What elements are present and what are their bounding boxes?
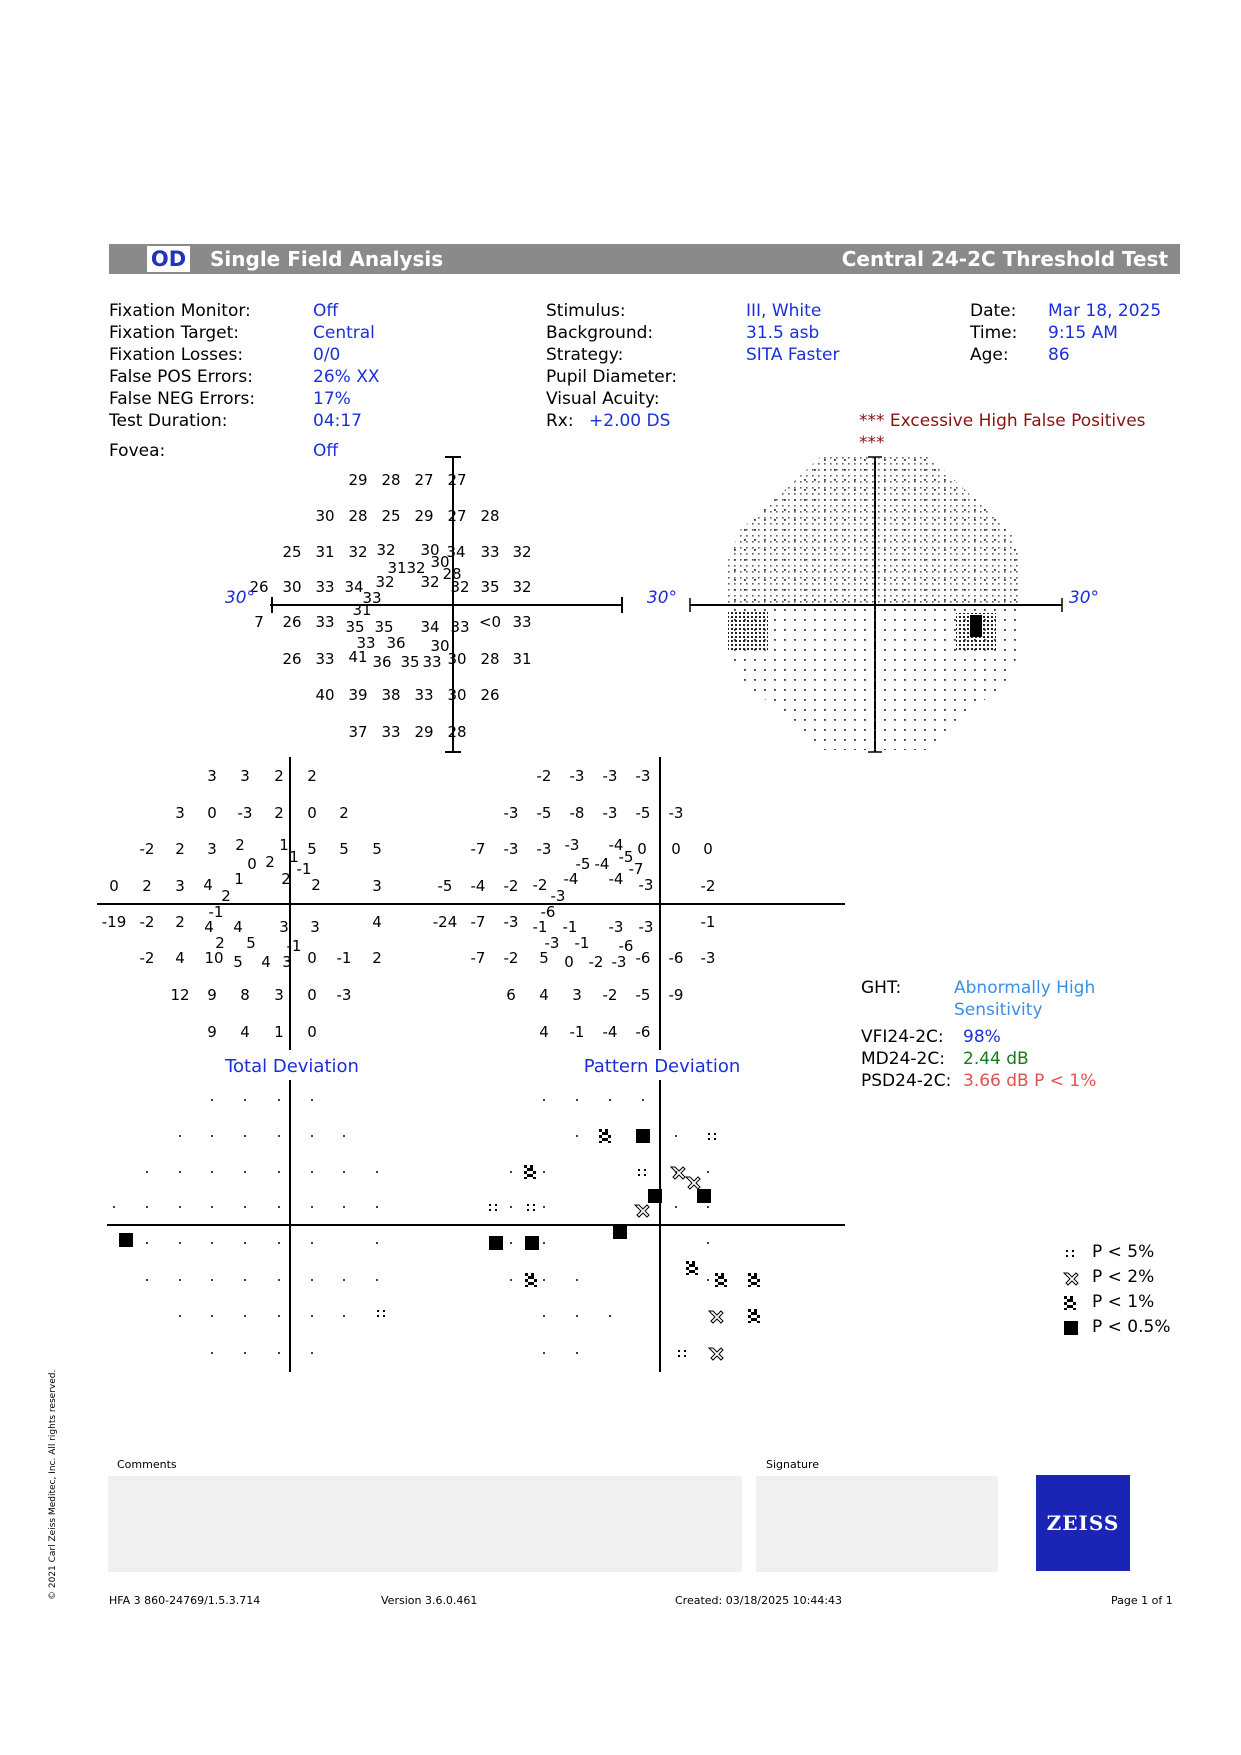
pattern-deviation-value: -4 [563, 870, 579, 888]
threshold-value: 29 [414, 507, 434, 525]
md-label: MD24-2C: [861, 1049, 945, 1069]
threshold-value: 33 [362, 589, 382, 607]
info-value: 17% [313, 389, 351, 409]
comments-field[interactable] [108, 1476, 742, 1572]
pattern-deviation-value: -4 [608, 836, 624, 854]
total-deviation-value: 4 [233, 918, 243, 936]
info-label: Fixation Losses: [109, 345, 244, 365]
vfi-value: 98% [963, 1027, 1001, 1047]
threshold-value: 36 [372, 653, 392, 671]
threshold-value: 28 [348, 507, 368, 525]
threshold-value: 31 [512, 650, 532, 668]
total-deviation-value: -2 [139, 949, 155, 967]
report-title: Single Field Analysis [210, 247, 444, 271]
total-deviation-value: -2 [139, 913, 155, 931]
rx-value: +2.00 DS [589, 411, 671, 431]
pattern-deviation-value: -6 [618, 937, 634, 955]
pattern-deviation-value: -4 [470, 877, 486, 895]
total-deviation-value: 9 [207, 1023, 217, 1041]
info-value: III, White [746, 301, 822, 321]
threshold-value: 35 [345, 618, 365, 636]
total-deviation-value: 3 [207, 767, 217, 785]
threshold-value: 32 [406, 559, 426, 577]
threshold-value: 37 [348, 723, 368, 741]
total-deviation-value: 2 [339, 804, 349, 822]
total-deviation-value: -1 [296, 860, 312, 878]
threshold-value: 33 [480, 543, 500, 561]
test-name: Central 24-2C Threshold Test [841, 247, 1168, 271]
info-label: Background: [546, 323, 654, 343]
info-value: 9:15 AM [1048, 323, 1118, 343]
total-deviation-value: 4 [203, 876, 213, 894]
pattern-deviation-value: -6 [668, 949, 684, 967]
info-value: 31.5 asb [746, 323, 820, 343]
threshold-value: 33 [512, 613, 532, 631]
threshold-value: 32 [450, 578, 470, 596]
pattern-deviation-value: 6 [506, 986, 516, 1004]
pattern-deviation-value: -3 [638, 876, 654, 894]
pattern-deviation-value: -3 [550, 887, 566, 905]
pattern-deviation-value: -6 [635, 1023, 651, 1041]
pattern-deviation-value: -4 [602, 1023, 618, 1041]
threshold-value: 39 [348, 686, 368, 704]
threshold-value: 28 [480, 650, 500, 668]
pattern-deviation-value: -3 [503, 913, 519, 931]
pattern-deviation-value: -7 [470, 840, 486, 858]
total-deviation-value: 2 [175, 840, 185, 858]
pattern-deviation-value: 0 [637, 840, 647, 858]
threshold-value: 34 [420, 618, 440, 636]
legend-p5: P < 5% [1092, 1242, 1155, 1262]
pattern-deviation-value: -3 [700, 949, 716, 967]
threshold-value: 32 [420, 573, 440, 591]
comments-label: Comments [117, 1458, 177, 1471]
threshold-value: 32 [376, 541, 396, 559]
total-deviation-value: 0 [247, 855, 257, 873]
pattern-deviation-value: -7 [470, 913, 486, 931]
pattern-deviation-value: -4 [594, 855, 610, 873]
threshold-value: 32 [348, 543, 368, 561]
threshold-value: 27 [414, 471, 434, 489]
threshold-value: 30 [430, 553, 450, 571]
pattern-deviation-value: -3 [569, 767, 585, 785]
total-deviation-caption: Total Deviation [225, 1056, 359, 1077]
threshold-value: 29 [348, 471, 368, 489]
total-deviation-value: -3 [336, 986, 352, 1004]
threshold-value: 35 [480, 578, 500, 596]
total-deviation-value: 3 [274, 986, 284, 1004]
threshold-value: 34 [344, 578, 364, 596]
total-deviation-value: 2 [235, 836, 245, 854]
total-deviation-value: 3 [207, 840, 217, 858]
info-label: Test Duration: [109, 411, 228, 431]
pattern-prob-dots [489, 1099, 760, 1360]
total-deviation-value: -3 [237, 804, 253, 822]
legend-p05: P < 0.5% [1092, 1317, 1171, 1337]
threshold-value: <0 [478, 613, 502, 631]
total-deviation-value: 1 [279, 836, 289, 854]
pattern-deviation-value: -3 [544, 934, 560, 952]
pattern-deviation-value: -7 [470, 949, 486, 967]
info-value: Central [313, 323, 375, 343]
device-id: HFA 3 860-24769/1.5.3.714 [109, 1594, 261, 1607]
eye-label: OD [147, 246, 190, 272]
pattern-deviation-value: -5 [575, 855, 591, 873]
total-deviation-value: 10 [204, 949, 224, 967]
pattern-deviation-value: -3 [602, 767, 618, 785]
total-prob-dots [113, 1099, 385, 1354]
threshold-value: 33 [315, 613, 335, 631]
pattern-deviation-value: -24 [432, 913, 458, 931]
software-version: Version 3.6.0.461 [381, 1594, 478, 1607]
threshold-value: 29 [414, 723, 434, 741]
pattern-deviation-value: -2 [602, 986, 618, 1004]
total-deviation-value: 1 [289, 848, 299, 866]
threshold-value: 33 [356, 634, 376, 652]
info-label: Pupil Diameter: [546, 367, 678, 387]
md-value: 2.44 dB [963, 1049, 1029, 1069]
pattern-deviation-value: 5 [539, 949, 549, 967]
total-deviation-value: 3 [279, 918, 289, 936]
total-deviation-value: -19 [101, 913, 127, 931]
info-label: Strategy: [546, 345, 624, 365]
threshold-value: 32 [512, 578, 532, 596]
threshold-value: 33 [315, 578, 335, 596]
threshold-value: 28 [381, 471, 401, 489]
pattern-deviation-value: 0 [703, 840, 713, 858]
vfi-label: VFI24-2C: [861, 1027, 944, 1047]
info-label: Fixation Monitor: [109, 301, 251, 321]
threshold-value: 34 [446, 543, 466, 561]
info-value: Off [313, 301, 339, 321]
threshold-value: 33 [315, 650, 335, 668]
total-deviation-value: 1 [234, 870, 244, 888]
total-deviation-value: -1 [336, 949, 352, 967]
psd-label: PSD24-2C: [861, 1071, 952, 1091]
pattern-deviation-value: -6 [635, 949, 651, 967]
total-deviation-value: 3 [175, 804, 185, 822]
total-deviation-value: 3 [372, 877, 382, 895]
total-deviation-value: 3 [175, 877, 185, 895]
threshold-value: 31 [387, 559, 407, 577]
total-deviation-value: 0 [307, 986, 317, 1004]
pattern-deviation-value: -5 [437, 877, 453, 895]
psd-value: 3.66 dB P < 1% [963, 1071, 1097, 1091]
info-label: False NEG Errors: [109, 389, 256, 409]
pattern-deviation-value: -3 [503, 840, 519, 858]
copyright: © 2021 Carl Zeiss Meditec, Inc. All rights reserved. [48, 1369, 58, 1600]
total-deviation-value: -1 [208, 903, 224, 921]
threshold-value: 28 [447, 723, 467, 741]
total-deviation-value: 2 [265, 853, 275, 871]
pattern-deviation-value: -6 [540, 903, 556, 921]
threshold-value: 38 [381, 686, 401, 704]
total-deviation-value: 0 [307, 804, 317, 822]
total-deviation-value: 5 [246, 934, 256, 952]
info-label: False POS Errors: [109, 367, 253, 387]
total-deviation-value: 0 [307, 1023, 317, 1041]
total-deviation-value: 4 [261, 953, 271, 971]
threshold-value: 27 [447, 507, 467, 525]
ght-value: Abnormally High Sensitivity [954, 978, 1096, 1020]
degree-label: 30° [646, 588, 678, 608]
signature-field[interactable] [756, 1476, 998, 1572]
signature-label: Signature [766, 1458, 820, 1471]
pattern-deviation-value: 4 [539, 1023, 549, 1041]
pattern-deviation-value: -2 [503, 949, 519, 967]
total-deviation-value: 2 [215, 934, 225, 952]
total-deviation-value: 1 [274, 1023, 284, 1041]
total-deviation-value: 2 [142, 877, 152, 895]
pattern-deviation-value: -5 [635, 986, 651, 1004]
threshold-value: 30 [447, 686, 467, 704]
threshold-value: 33 [381, 723, 401, 741]
pattern-deviation-value: 0 [671, 840, 681, 858]
zeiss-logo-text: ZEISS [1046, 1511, 1120, 1535]
total-deviation-value: 0 [207, 804, 217, 822]
pattern-deviation-value: -1 [700, 913, 716, 931]
total-deviation-value: 3 [310, 918, 320, 936]
total-deviation-value: 2 [175, 913, 185, 931]
threshold-value: 31 [352, 601, 372, 619]
threshold-value: 26 [249, 578, 269, 596]
page-number: Page 1 of 1 [1111, 1594, 1173, 1607]
info-label: Date: [970, 301, 1017, 321]
threshold-value: 25 [381, 507, 401, 525]
total-deviation-value: 0 [109, 877, 119, 895]
rx-label: Rx: [546, 411, 574, 431]
total-deviation-value: 2 [274, 767, 284, 785]
info-label: Time: [970, 323, 1018, 343]
info-value: 86 [1048, 345, 1070, 365]
ght-label: GHT: [861, 978, 902, 998]
info-label: Fixation Target: [109, 323, 240, 343]
pattern-deviation-value: -3 [503, 804, 519, 822]
pattern-deviation-value: -3 [668, 804, 684, 822]
threshold-value: 28 [442, 565, 462, 583]
pattern-deviation-value: -3 [602, 804, 618, 822]
threshold-value: 32 [375, 573, 395, 591]
pattern-deviation-value: -3 [536, 840, 552, 858]
threshold-value: 26 [282, 613, 302, 631]
total-deviation-value: 2 [311, 876, 321, 894]
info-value: 04:17 [313, 411, 362, 431]
total-deviation-value: 2 [274, 804, 284, 822]
total-deviation-value: 2 [307, 767, 317, 785]
total-deviation-value: 3 [282, 953, 292, 971]
threshold-value: 41 [348, 648, 368, 666]
pattern-deviation-value: -1 [562, 918, 578, 936]
threshold-value: 28 [480, 507, 500, 525]
threshold-value: 36 [386, 634, 406, 652]
total-deviation-value: 12 [170, 986, 190, 1004]
total-deviation-value: 2 [221, 887, 231, 905]
threshold-value: 30 [282, 578, 302, 596]
total-deviation-value: 5 [372, 840, 382, 858]
info-label: Visual Acuity: [546, 389, 660, 409]
threshold-value: 31 [315, 543, 335, 561]
pattern-deviation-value: -5 [618, 848, 634, 866]
total-deviation-value: 3 [240, 767, 250, 785]
total-deviation-value: 4 [204, 918, 214, 936]
pattern-deviation-caption: Pattern Deviation [583, 1056, 741, 1077]
total-deviation-value: -2 [139, 840, 155, 858]
pattern-deviation-value: -3 [638, 918, 654, 936]
pattern-deviation-value: -2 [503, 877, 519, 895]
threshold-value: 30 [430, 637, 450, 655]
threshold-value: 33 [450, 618, 470, 636]
total-deviation-value: 8 [240, 986, 250, 1004]
threshold-value: 30 [315, 507, 335, 525]
pattern-deviation-value: -5 [536, 804, 552, 822]
fovea-label: Fovea: [109, 441, 166, 461]
total-deviation-value: 5 [307, 840, 317, 858]
info-value: 26% XX [313, 367, 380, 387]
threshold-value: 30 [420, 541, 440, 559]
fovea-value: Off [313, 441, 339, 461]
degree-label: 30° [1068, 588, 1100, 608]
total-deviation-value: 5 [339, 840, 349, 858]
pattern-deviation-value: -3 [635, 767, 651, 785]
pattern-deviation-value: -2 [536, 767, 552, 785]
degree-label: 30° [224, 588, 256, 608]
info-value: Mar 18, 2025 [1048, 301, 1162, 321]
threshold-value: 35 [374, 618, 394, 636]
legend-p2: P < 2% [1092, 1267, 1155, 1287]
pattern-deviation-value: -5 [635, 804, 651, 822]
pattern-deviation-value: 0 [564, 953, 574, 971]
pattern-deviation-value: -2 [532, 876, 548, 894]
pattern-deviation-value: -7 [628, 860, 644, 878]
threshold-value: 33 [422, 653, 442, 671]
total-deviation-value: 9 [207, 986, 217, 1004]
threshold-value: 7 [254, 613, 264, 631]
pattern-deviation-value: -3 [608, 918, 624, 936]
zeiss-logo [1036, 1475, 1130, 1571]
total-deviation-value: 2 [281, 870, 291, 888]
created-timestamp: Created: 03/18/2025 10:44:43 [675, 1594, 843, 1607]
pattern-deviation-value: -8 [569, 804, 585, 822]
info-value: 0/0 [313, 345, 341, 365]
threshold-value: 30 [447, 650, 467, 668]
legend-symbols [1064, 1250, 1078, 1335]
pattern-deviation-value: -4 [608, 870, 624, 888]
total-deviation-value: 4 [175, 949, 185, 967]
pattern-deviation-value: -1 [574, 934, 590, 952]
pattern-deviation-value: -1 [532, 918, 548, 936]
threshold-value: 32 [512, 543, 532, 561]
pattern-deviation-value: 4 [539, 986, 549, 1004]
threshold-value: 27 [447, 471, 467, 489]
total-deviation-value: 4 [240, 1023, 250, 1041]
info-label: Stimulus: [546, 301, 626, 321]
info-value: SITA Faster [746, 345, 840, 365]
info-label: Age: [970, 345, 1009, 365]
false-positive-warning: *** Excessive High False Positives *** [859, 411, 1146, 453]
threshold-value: 35 [400, 653, 420, 671]
pattern-deviation-value: -2 [700, 877, 716, 895]
threshold-value: 25 [282, 543, 302, 561]
pattern-deviation-value: -2 [588, 953, 604, 971]
pattern-deviation-value: -3 [611, 953, 627, 971]
total-deviation-value: 5 [233, 953, 243, 971]
legend-p1: P < 1% [1092, 1292, 1155, 1312]
threshold-value: 26 [480, 686, 500, 704]
total-deviation-value: 0 [307, 949, 317, 967]
pattern-deviation-value: -3 [564, 836, 580, 854]
total-deviation-value: 4 [372, 913, 382, 931]
threshold-value: 40 [315, 686, 335, 704]
threshold-value: 33 [414, 686, 434, 704]
total-deviation-value: -1 [286, 937, 302, 955]
pattern-deviation-value: -9 [668, 986, 684, 1004]
threshold-value: 26 [282, 650, 302, 668]
pattern-deviation-value: 3 [572, 986, 582, 1004]
pattern-deviation-value: -1 [569, 1023, 585, 1041]
total-deviation-value: 2 [372, 949, 382, 967]
